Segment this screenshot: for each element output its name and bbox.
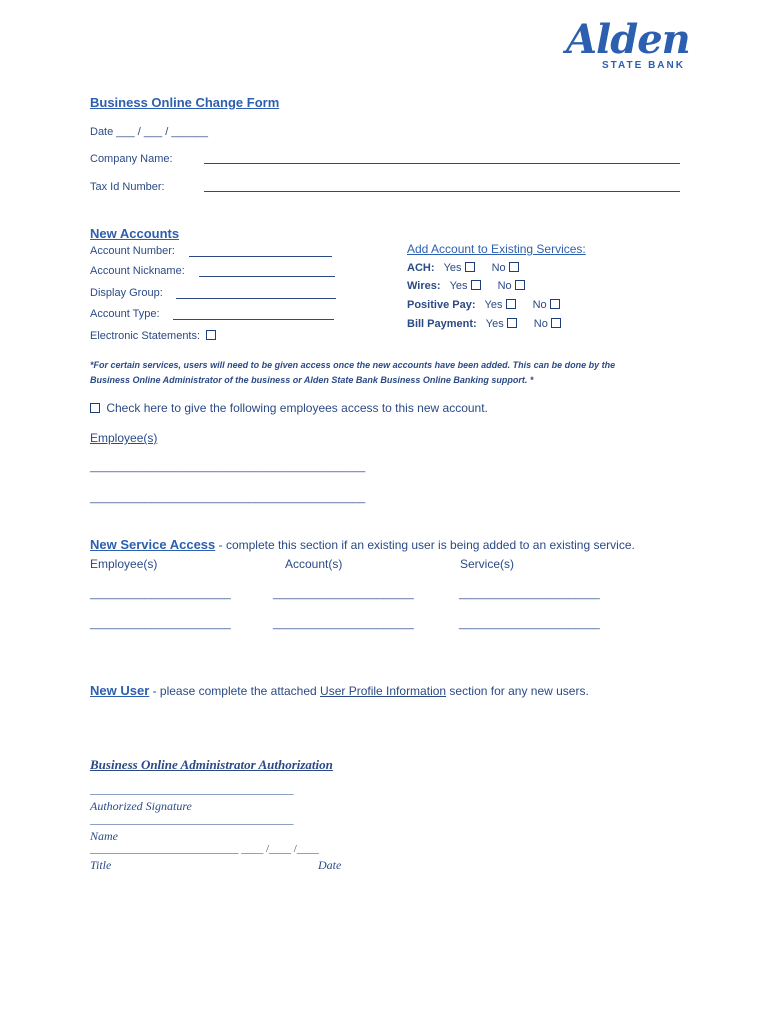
tax-id-field[interactable] (204, 191, 680, 192)
display-group-field[interactable] (176, 298, 336, 299)
employees-heading: Employee(s) (90, 431, 158, 445)
account-number-field[interactable] (189, 256, 332, 257)
bill-payment-yes-checkbox[interactable] (507, 318, 517, 328)
name-label: Name (90, 829, 118, 843)
logo-brand: Alden (566, 16, 690, 63)
col-service-header: Service(s) (460, 557, 515, 571)
no-label: No (533, 318, 548, 330)
yes-label: Yes (484, 299, 503, 311)
employee-access-label: Check here to give the following employees access to this new account. (106, 401, 488, 415)
service-row-positive-pay (407, 299, 560, 311)
service-name: ACH: (407, 262, 435, 274)
service-row-ach (407, 262, 519, 274)
tax-id-label: Tax Id Number: (90, 181, 165, 193)
ach-yes-checkbox[interactable] (465, 262, 475, 272)
new-user-desc-post: section for any new users. (446, 684, 589, 698)
access-note-line2: Business Online Administrator of the business or Alden State Bank Business Online Banking support. * (90, 375, 534, 385)
yes-label: Yes (449, 280, 468, 292)
user-profile-link[interactable]: User Profile Information (320, 684, 447, 698)
account-blank-2[interactable]: _______________________ (273, 618, 414, 630)
employee-line-2[interactable]: _____________________________________________ (90, 492, 366, 504)
wires-no-checkbox[interactable] (515, 280, 525, 290)
date-label: Date (318, 858, 342, 872)
service-name: Wires: (407, 280, 441, 292)
employee-access-checkbox[interactable] (90, 403, 100, 413)
col-account-header: Account(s) (285, 557, 343, 571)
service-name: Positive Pay: (407, 299, 476, 311)
no-label: No (532, 299, 547, 311)
service-row-bill-payment (407, 318, 561, 330)
employee-access-row (90, 401, 488, 415)
new-user-row (90, 683, 589, 698)
yes-label: Yes (485, 318, 504, 330)
title-label: Title (90, 858, 112, 872)
company-name-label: Company Name: (90, 153, 173, 165)
employee-blank-2[interactable]: _______________________ (90, 618, 231, 630)
new-service-access-row (90, 537, 635, 552)
col-employee-header: Employee(s) (90, 557, 158, 571)
positive-pay-yes-checkbox[interactable] (506, 299, 516, 309)
form-title: Business Online Change Form (90, 95, 280, 110)
account-number-label: Account Number: (90, 245, 175, 257)
signature-line[interactable]: _____________________________________ (90, 784, 294, 796)
electronic-statements-checkbox[interactable] (206, 330, 216, 340)
bank-logo (566, 18, 696, 74)
access-note-line1: *For certain services, users will need to be given access once the new accounts have been added. This can be done by the (90, 360, 616, 370)
display-group-label: Display Group: (90, 287, 163, 299)
service-name: Bill Payment: (407, 318, 477, 330)
employee-blank-1[interactable]: _______________________ (90, 588, 231, 600)
service-blank-2[interactable]: _______________________ (459, 618, 600, 630)
new-user-heading: New User (90, 683, 150, 698)
new-service-access-heading: New Service Access (90, 537, 216, 552)
account-nickname-field[interactable] (199, 276, 335, 277)
ach-no-checkbox[interactable] (509, 262, 519, 272)
service-blank-1[interactable]: _______________________ (459, 588, 600, 600)
account-nickname-label: Account Nickname: (90, 265, 185, 277)
service-row-wires (407, 280, 525, 292)
authorization-heading: Business Online Administrator Authorization (90, 757, 333, 772)
name-line[interactable]: _____________________________________ (90, 814, 294, 826)
account-type-field[interactable] (173, 319, 334, 320)
no-label: No (497, 280, 512, 292)
company-name-field[interactable] (204, 163, 680, 164)
new-service-access-desc: - complete this section if an existing user is being added to an existing service. (215, 538, 635, 552)
electronic-statements-label: Electronic Statements: (90, 330, 201, 342)
account-blank-1[interactable]: _______________________ (273, 588, 414, 600)
title-date-line[interactable]: ___________________________ ____ /____ /____ (90, 843, 319, 855)
logo-subtitle: STATE BANK (602, 60, 685, 71)
new-user-desc-pre: - please complete the attached (149, 684, 321, 698)
positive-pay-no-checkbox[interactable] (550, 299, 560, 309)
signature-label: Authorized Signature (90, 799, 192, 813)
bill-payment-no-checkbox[interactable] (551, 318, 561, 328)
yes-label: Yes (443, 262, 462, 274)
electronic-statements-row (90, 330, 216, 342)
wires-yes-checkbox[interactable] (471, 280, 481, 290)
new-accounts-heading: New Accounts (90, 226, 180, 241)
no-label: No (491, 262, 506, 274)
existing-services-heading: Add Account to Existing Services: (407, 242, 586, 256)
date-field[interactable]: Date ___ / ___ / ______ (90, 126, 209, 138)
account-type-label: Account Type: (90, 308, 160, 320)
employee-line-1[interactable]: _____________________________________________ (90, 461, 366, 473)
